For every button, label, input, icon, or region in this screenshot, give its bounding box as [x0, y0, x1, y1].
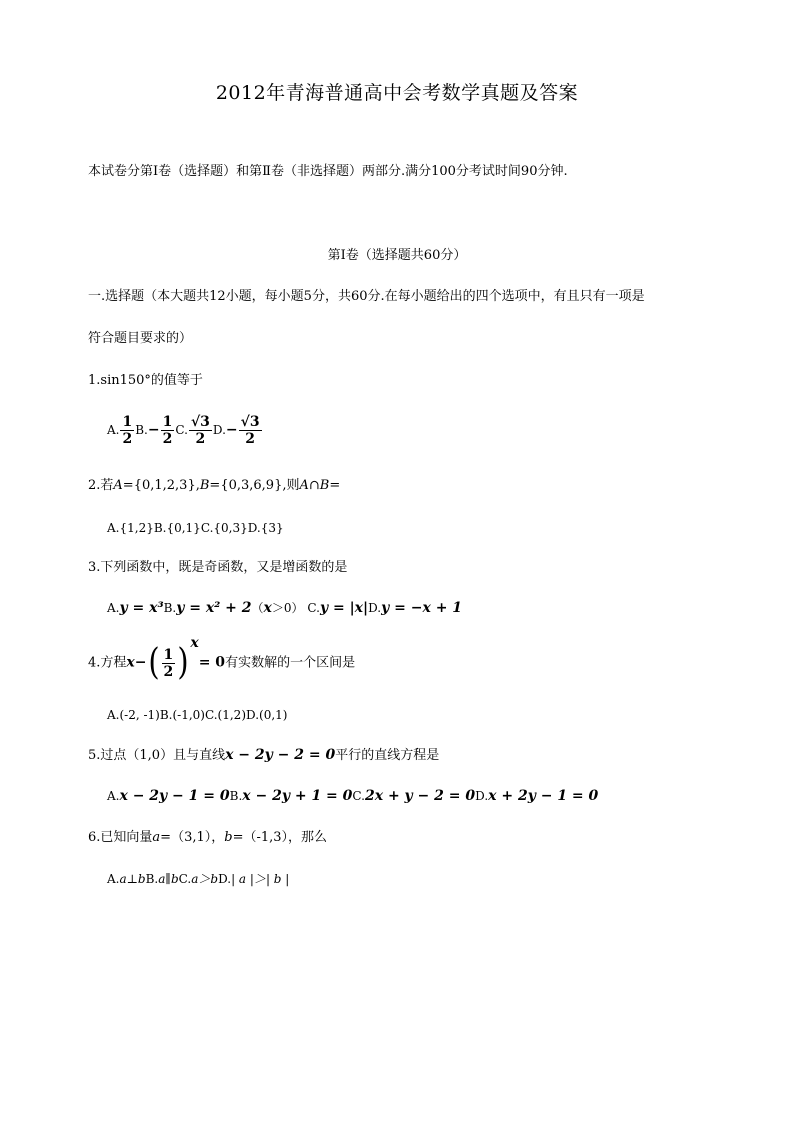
q4-paren-fraction: ( $\frac{1}{2}$ )	[147, 642, 189, 683]
q5-option-b-expr: x − 2y + 1 = 0	[242, 788, 353, 804]
q5-option-c-expr: 2x + y − 2 = 0	[364, 788, 476, 804]
part1-instructions-line2: 符合题目要求的）	[88, 331, 193, 346]
part1-instructions-line1: 一.选择题（本大题共12小题，每小题5分，共60分.在每小题给出的四个选项中，有且只有一项是	[88, 289, 645, 304]
question-2-stem: 2.若A={0,1,2,3},B={0,3,6,9},则A∩B=	[88, 478, 341, 493]
question-6-stem: 6.已知向量a=（3,1），b=（-1,3），那么	[88, 830, 328, 845]
intro-text: 本试卷分第Ⅰ卷（选择题）和第Ⅱ卷（非选择题）两部分.满分100分考试时间90分钟.	[88, 164, 568, 179]
question-3-stem: 3.下列函数中，既是奇函数，又是增函数的是	[88, 560, 348, 575]
q3-option-d-expr: y = −x + 1	[381, 600, 463, 616]
q1-option-d-label: D.	[212, 423, 226, 437]
q1-option-a-label: A.	[107, 423, 120, 437]
question-6-options: A.a⊥bB.a∥bC.a＞bD.| a |＞| b |	[107, 872, 290, 886]
question-5-stem: 5.过点（1,0）且与直线x − 2y − 2 = 0平行的直线方程是	[88, 747, 440, 763]
q1-option-b-label: B.	[135, 423, 148, 437]
section-heading: 第Ⅰ卷（选择题共60分）	[327, 248, 467, 263]
q3-option-a-expr: y = x³	[119, 600, 164, 616]
q1-option-d-fraction: $\frac{√3}{2}$	[240, 414, 260, 447]
q5-line-equation: x − 2y − 2 = 0	[225, 747, 336, 763]
document-title: 2012年青海普通高中会考数学真题及答案	[215, 82, 579, 104]
q3-option-c-expr: y = |x|	[319, 600, 369, 616]
question-4-options: A.(-2, -1)B.(-1,0)C.(1,2)D.(0,1)	[107, 708, 288, 722]
q1-option-a-fraction: $\frac{1}{2}$	[122, 414, 133, 447]
q1-option-c-fraction: $\frac{√3}{2}$	[190, 414, 210, 447]
q1-option-b-fraction: $\frac{1}{2}$	[162, 414, 173, 447]
question-1-options: A. $\frac{1}{2}$ B.− $\frac{1}{2}$ C. $\frac{√3}{2}$ D.− $\frac{√3}{2}$	[107, 414, 260, 447]
q3-option-b-expr: y = x² + 2	[176, 600, 252, 616]
question-4-stem: 4.方程x− ( $\frac{1}{2}$ ) $^x$= 0有实数解的一个区间是	[88, 635, 356, 683]
q5-option-a-expr: x − 2y − 1 = 0	[119, 788, 230, 804]
q1-option-c-label: C.	[175, 423, 188, 437]
q5-option-d-expr: x + 2y − 1 = 0	[488, 788, 599, 804]
question-3-options: A.y = x³B.y = x² + 2（x＞0） C.y = |x|D.y = −x + 1	[107, 600, 463, 616]
question-2-options: A.{1,2}B.{0,1}C.{0,3}D.{3}	[107, 521, 284, 535]
question-5-options: A.x − 2y − 1 = 0B.x − 2y + 1 = 0C.2x + y − 2 = 0D.x + 2y − 1 = 0	[107, 788, 599, 804]
question-1-stem: 1.sin150°的值等于	[88, 373, 203, 388]
